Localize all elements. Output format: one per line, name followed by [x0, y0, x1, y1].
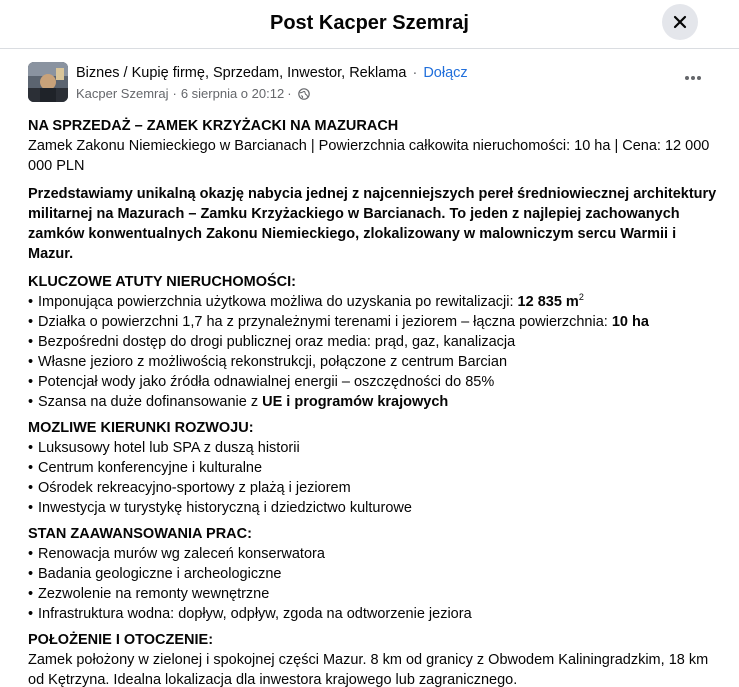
section-progress: [28, 524, 718, 624]
post-body: [28, 116, 718, 687]
post-headline: NA SPRZEDAŻ – ZAMEK KRZYŻACKI NA MAZURACH: [28, 118, 399, 134]
location-text: Zamek położony w zielonej i spokojnej części Mazur. 8 km od granicy z Obwodem Kaliningradzkim, 18 km od Kętrzyna. Idealna lokalizacja dla inwestora krajowego lub zagranicznego.: [28, 652, 709, 687]
list-item: • Bezpośredni dostęp do drogi publicznej oraz media: prąd, gaz, kanalizacja: [28, 332, 718, 352]
section-development: [28, 418, 718, 518]
separator-dot: ·: [172, 86, 177, 101]
section-location: [28, 630, 718, 687]
separator-dot: ·: [412, 65, 418, 81]
list-item-bold: UE i programów krajowych: [262, 394, 449, 410]
list-item: • Ośrodek rekreacyjno-sportowy z plażą i jeziorem: [28, 478, 718, 498]
dialog-header: [0, 0, 739, 46]
post-intro: Przedstawiamy unikalną okazję nabycia jednej z najcenniejszych pereł średniowiecznej architektury militarnej na Mazurach – Zamku Krzyżackiego w Barcianach. To jeden z najlepiej zachowanych zamków konwentualnych Zakonu Niemieckiego, zlokalizowany w malowniczym sercu Warmii i Mazur.: [28, 186, 717, 262]
avatar-image: [28, 62, 68, 102]
superscript: 2: [578, 292, 584, 303]
more-options-icon: [684, 75, 702, 81]
close-button[interactable]: [662, 4, 698, 40]
section-assets: [28, 272, 718, 412]
avatar[interactable]: [28, 62, 68, 102]
post-meta: [76, 86, 310, 101]
list-item: [28, 312, 718, 332]
group-line: [76, 65, 468, 81]
list-item-text: Imponująca powierzchnia użytkowa możliwa do uzyskania po rewitalizacji:: [38, 294, 518, 310]
list-item: [28, 292, 718, 312]
list-item: • Badania geologiczne i archeologiczne: [28, 564, 718, 584]
globe-icon: [298, 88, 310, 100]
post-timestamp-link[interactable]: 6 sierpnia o 20:12: [180, 86, 285, 101]
list-item-text: Szansa na duże dofinansowanie z: [38, 394, 263, 410]
post-subline: Zamek Zakonu Niemieckiego w Barcianach | Powierzchnia całkowita nieruchomości: 10 ha | Cena: 12 000 000 PLN: [28, 138, 710, 174]
post-header: [20, 50, 719, 110]
close-icon: [672, 14, 688, 30]
list-item-bold: 10 ha: [611, 314, 649, 330]
header-divider: [0, 48, 739, 49]
group-name-link[interactable]: Biznes / Kupię firmę, Sprzedam, Inwestor, Reklama: [76, 65, 407, 81]
list-item: • Centrum konferencyjne i kulturalne: [28, 458, 718, 478]
section-heading: POŁOŻENIE I OTOCZENIE:: [28, 632, 214, 648]
list-item: • Renowacja murów wg zaleceń konserwatora: [28, 544, 718, 564]
list-item: • Zezwolenie na remonty wewnętrzne: [28, 584, 718, 604]
join-group-button[interactable]: Dołącz: [423, 65, 468, 81]
list-item: • Infrastruktura wodna: dopływ, odpływ, zgoda na odtworzenie jeziora: [28, 604, 718, 624]
section-heading: STAN ZAAWANSOWANIA PRAC:: [28, 526, 252, 542]
dialog-title: Post Kacper Szemraj: [270, 11, 469, 34]
list-item: [28, 392, 718, 412]
list-item: • Potencjał wody jako źródła odnawialnej energii – oszczędności do 85%: [28, 372, 718, 392]
list-item: • Inwestycja w turystykę historyczną i dziedzictwo kulturowe: [28, 498, 718, 518]
list-item-bold: 12 835 m: [517, 294, 579, 310]
list-item: • Luksusowy hotel lub SPA z duszą historii: [28, 438, 718, 458]
section-heading: KLUCZOWE ATUTY NIERUCHOMOŚCI:: [28, 274, 296, 290]
section-heading: MOZLIWE KIERUNKI ROZWOJU:: [28, 420, 254, 436]
more-options-button[interactable]: [681, 70, 705, 86]
list-item-text: Działka o powierzchni 1,7 ha z przynależnymi terenami i jeziorem – łączna powierzchnia:: [38, 314, 612, 330]
separator-dot: ·: [287, 86, 292, 101]
post: [20, 50, 719, 687]
author-name-link[interactable]: Kacper Szemraj: [76, 86, 169, 101]
list-item: • Własne jezioro z możliwością rekonstrukcji, połączone z centrum Barcian: [28, 352, 718, 372]
